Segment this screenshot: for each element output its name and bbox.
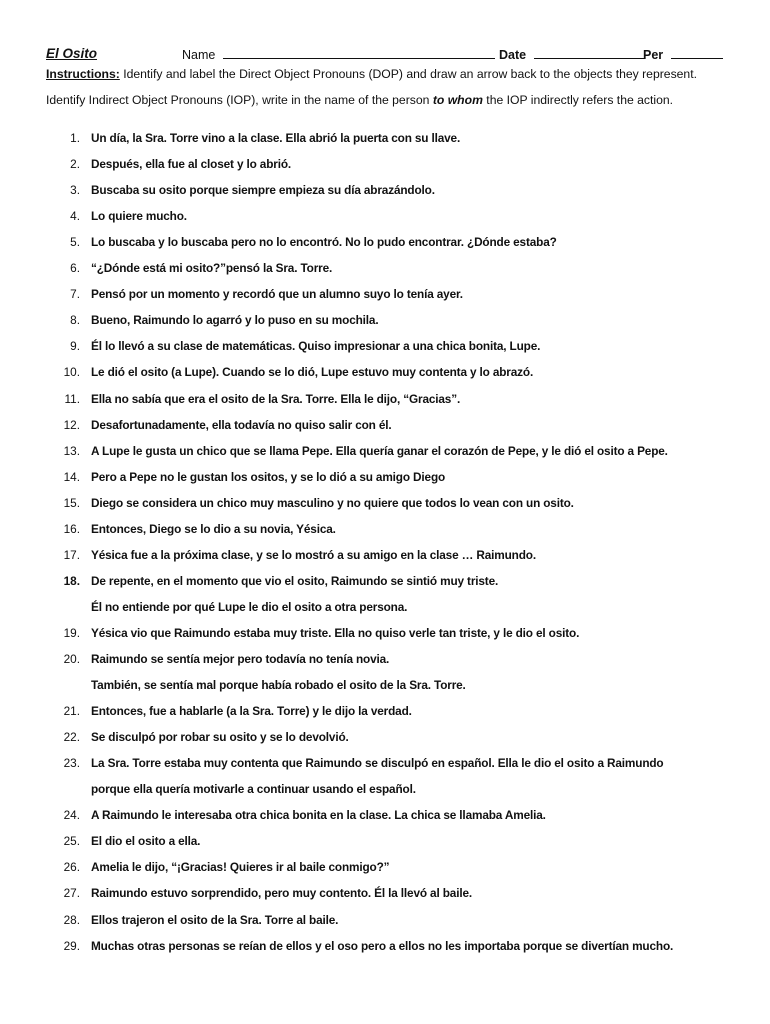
list-item [0,782,770,800]
item-text: Ella no sabía que era el osito de la Sra. Torre. Ella le dijo, “Gracias”. [91,391,461,406]
list-item [0,496,770,514]
list-item [0,157,770,175]
item-number: 6. [70,261,80,276]
item-text: Raimundo se sentía mejor pero todavía no tenía novia. [91,652,390,666]
list-item [0,808,770,826]
item-number: 2. [70,157,80,172]
item-text: A Raimundo le interesaba otra chica bonita en la clase. La chica se llamaba Amelia. [91,808,546,823]
item-text: Ellos trajeron el osito de la Sra. Torre al baile. [91,912,339,927]
item-text: Pensó por un momento y recordó que un alumno suyo lo tenía ayer. [91,287,463,302]
list-item [0,131,770,149]
item-text: Después, ella fue al closet y lo abrió. [91,157,292,172]
item-number: 11. [64,391,80,406]
item-text: Raimundo estuvo sorprendido, pero muy contento. Él la llevó al baile. [91,886,472,901]
item-number: 27. [63,886,80,901]
instructions-text-2a: Identify Indirect Object Pronouns (IOP), write in the name of the person [46,93,433,107]
item-text: Lo quiere mucho. [91,209,187,224]
item-text: Entonces, Diego se lo dio a su novia, Yésica. [91,521,336,536]
instructions-text-1: Identify and label the Direct Object Pronouns (DOP) and draw an arrow back to the objects they represent. [119,67,697,81]
item-number: 9. [70,339,80,354]
item-text: Entonces, fue a hablarle (a la Sra. Torre) y le dijo la verdad. [91,704,412,719]
item-number: 21. [63,704,80,719]
item-text: Le dió el osito (a Lupe). Cuando se lo dió, Lupe estuvo muy contenta y lo abrazó. [91,365,534,380]
item-text: Lo buscaba y lo buscaba pero no lo encontró. No lo pudo encontrar. ¿Dónde estaba? [91,235,557,250]
item-number: 10. [63,365,80,380]
item-number: 19. [63,625,80,640]
list-item [0,287,770,305]
item-number: 29. [63,938,80,953]
per-field[interactable] [643,46,723,62]
list-item [0,678,770,696]
worksheet-header [46,46,726,64]
per-label: Per [643,48,664,62]
list-item [0,886,770,904]
item-number: 22. [63,730,80,745]
list-item [0,574,770,592]
list-item [0,834,770,852]
item-text: De repente, en el momento que vio el osito, Raimundo se sintió muy triste. [91,573,499,588]
item-number: 3. [70,183,80,198]
item-number: 26. [63,860,80,875]
item-number: 17. [63,547,80,562]
item-number: 16. [63,521,80,536]
item-number: 14. [63,469,80,484]
list-item [0,548,770,566]
list-item [0,418,770,436]
instructions-label: Instructions: [46,67,120,81]
list-item [0,444,770,462]
instructions-line-2 [46,93,673,107]
item-text: porque ella quería motivarle a continuar usando el español. [91,782,416,797]
item-number: 12. [63,417,80,432]
item-text: Buscaba su osito porque siempre empieza su día abrazándolo. [91,183,435,198]
item-number: 7. [70,287,80,302]
item-number: 4. [70,209,80,224]
list-item [0,392,770,410]
item-number: 1. [70,131,80,145]
item-number: 25. [63,834,80,849]
instructions-emphasis: to whom [432,93,483,107]
list-item [0,939,770,957]
list-item [0,313,770,331]
item-text: También, se sentía mal porque había robado el osito de la Sra. Torre. [91,678,466,693]
list-item [0,339,770,357]
list-item [0,730,770,748]
instructions-line-1 [46,67,697,81]
item-text: Un día, la Sra. Torre vino a la clase. Ella abrió la puerta con su llave. [91,131,461,145]
list-item [0,756,770,774]
item-text: Desafortunadamente, ella todavía no quiso salir con él. [91,417,392,432]
date-blank[interactable] [534,46,644,59]
item-text: Diego se considera un chico muy masculino y no quiere que todos lo vean con un osito. [91,495,574,510]
list-item [0,209,770,227]
list-item [0,600,770,618]
list-item [0,365,770,383]
list-item [0,470,770,488]
list-item [0,522,770,540]
item-text: Muchas otras personas se reían de ellos y el oso pero a ellos no les importaba porque se divertían mucho. [91,938,674,953]
item-text: Se disculpó por robar su osito y se lo devolvió. [91,730,349,745]
item-text: Amelia le dijo, “¡Gracias! Quieres ir al baile conmigo?” [91,860,390,875]
name-field[interactable] [182,46,495,62]
list-item [0,704,770,722]
name-blank[interactable] [223,46,495,59]
item-number: 18. [63,573,80,588]
item-text: Él no entiende por qué Lupe le dio el osito a otra persona. [91,599,408,614]
item-text: Yésica vio que Raimundo estaba muy triste. Ella no quiso verle tan triste, y le dio el osito. [91,625,580,640]
list-item [0,913,770,931]
list-item [0,183,770,201]
name-label: Name [182,48,216,62]
item-number: 5. [70,235,80,250]
item-number: 24. [63,808,80,823]
item-text: “¿Dónde está mi osito?”pensó la Sra. Torre. [91,261,333,276]
item-text: Él lo llevó a su clase de matemáticas. Quiso impresionar a una chica bonita, Lupe. [91,339,541,354]
date-field[interactable] [499,46,644,62]
item-text: Yésica fue a la próxima clase, y se lo mostró a su amigo en la clase … Raimundo. [91,547,536,562]
item-number: 23. [63,756,80,771]
item-text: El dio el osito a ella. [91,834,201,849]
item-number: 13. [63,443,80,458]
list-item [0,261,770,279]
item-text: A Lupe le gusta un chico que se llama Pepe. Ella quería ganar el corazón de Pepe, y le dió el osito a Pepe. [91,443,668,458]
list-item [0,626,770,644]
instructions-text-2b: the IOP indirectly refers the action. [482,93,674,107]
item-number: 8. [70,313,80,328]
item-number: 20. [63,652,80,666]
item-text: Bueno, Raimundo lo agarró y lo puso en su mochila. [91,313,379,328]
list-item [0,235,770,253]
item-text: Pero a Pepe no le gustan los ositos, y se lo dió a su amigo Diego [91,469,446,484]
item-number: 15. [63,495,80,510]
item-number: 28. [63,912,80,927]
list-item [0,652,770,670]
date-label: Date [499,48,527,62]
per-blank[interactable] [671,46,723,59]
item-text: La Sra. Torre estaba muy contenta que Raimundo se disculpó en español. Ella le dio el osito a Raimundo [91,756,664,771]
list-item [0,860,770,878]
worksheet-title: El Osito [46,46,98,61]
